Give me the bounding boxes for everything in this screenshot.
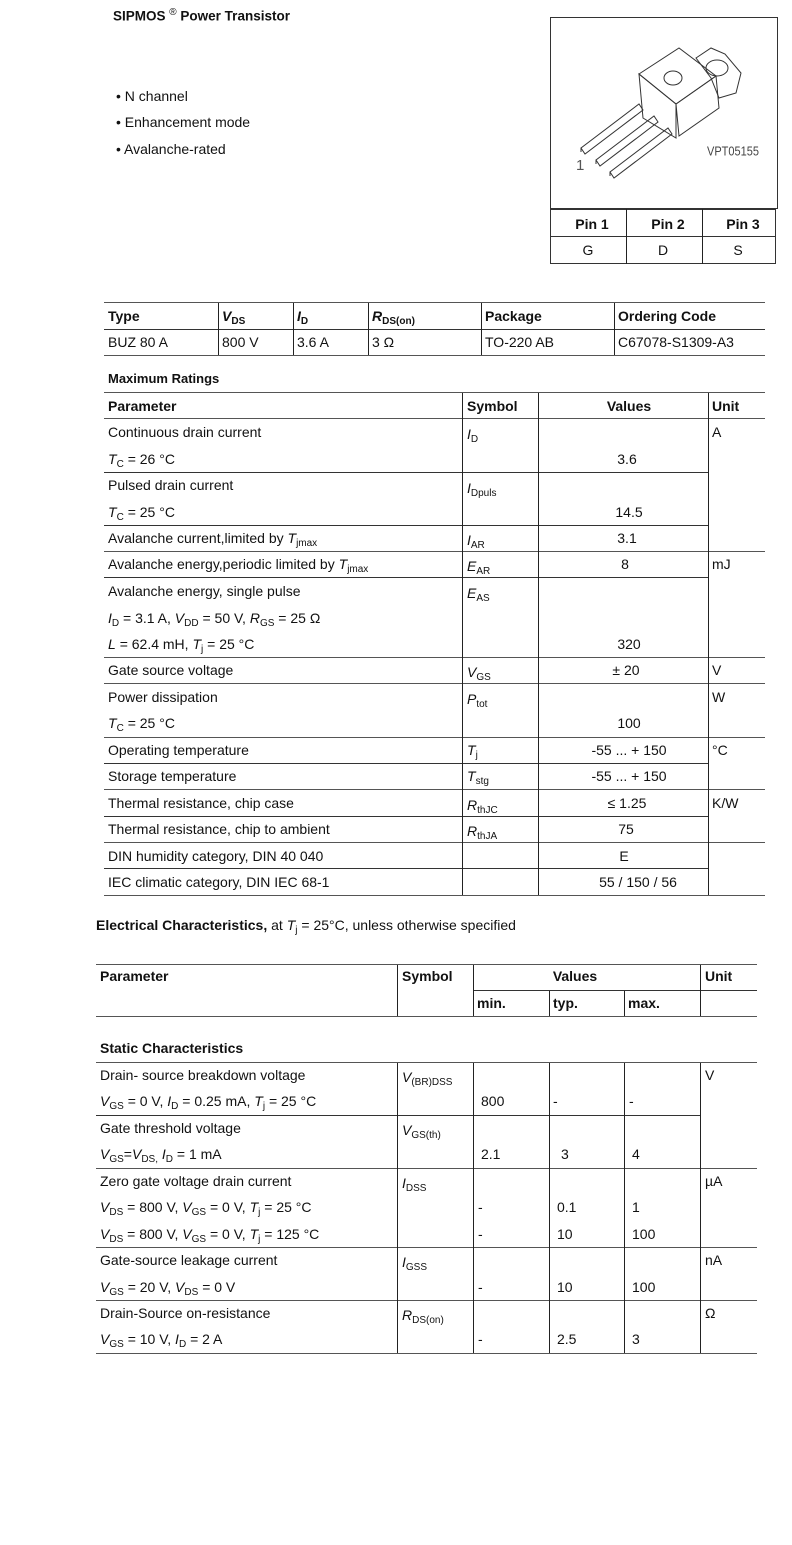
value-cell: -55 ... + 150 <box>591 742 667 758</box>
subscript: GS <box>259 618 275 629</box>
symbol: R <box>467 823 478 839</box>
subscript: jmax <box>296 538 318 549</box>
param-condition <box>100 1279 236 1298</box>
value-cell: 3.1 <box>617 530 637 546</box>
divider <box>104 895 765 896</box>
symbol-cell <box>467 426 479 445</box>
divider <box>104 737 765 738</box>
symbol-cell <box>467 797 498 816</box>
symbol: V <box>402 1069 412 1085</box>
symbol-cell <box>402 1122 441 1141</box>
max-cell: 3 <box>632 1331 640 1347</box>
subscript: thJA <box>477 831 498 842</box>
condition-text: = 25 °C <box>264 1199 312 1215</box>
registered-mark: ® <box>169 7 177 18</box>
value-cell: 3.6 <box>617 451 637 467</box>
symbol: T <box>108 504 117 520</box>
pin-value: S <box>733 242 743 258</box>
divider <box>624 1063 625 1353</box>
subscript: j <box>295 925 298 936</box>
param-label: Continuous drain current <box>108 424 262 440</box>
symbol: T <box>249 1226 259 1242</box>
symbol-cell <box>467 768 489 787</box>
subscript: GS <box>109 1101 124 1112</box>
symbol: I <box>467 426 471 442</box>
divider <box>104 418 765 419</box>
divider <box>368 303 369 355</box>
value-cell: 14.5 <box>615 504 643 520</box>
symbol: T <box>467 742 476 758</box>
condition-text: = 0 V, <box>209 1226 250 1242</box>
divider <box>104 551 765 552</box>
symbol: T <box>338 556 348 572</box>
param-label: Gate threshold voltage <box>100 1120 241 1136</box>
divider <box>104 683 765 684</box>
condition-text: = 10 V, <box>127 1331 176 1347</box>
symbol: I <box>161 1146 166 1162</box>
subscript: GS <box>109 1339 124 1350</box>
symbol-cell <box>402 1069 453 1088</box>
param-label: Thermal resistance, chip case <box>108 795 294 811</box>
symbol-cell <box>402 1307 444 1326</box>
divider <box>104 657 765 658</box>
unit-cell: °C <box>712 742 728 758</box>
subscript: D <box>165 1154 174 1165</box>
subscript: DS <box>109 1207 124 1218</box>
value-cell: E <box>619 848 629 864</box>
divider <box>473 965 474 1016</box>
title-bold: Electrical Characteristics, <box>96 917 268 933</box>
subscript: j <box>258 1234 261 1245</box>
subscript: DS(on) <box>412 1315 444 1326</box>
pin1-marker: 1 <box>576 157 585 174</box>
subscript: GS <box>191 1207 207 1218</box>
subscript: j <box>475 750 478 761</box>
unit-cell: V <box>712 662 722 678</box>
param-label: Gate source voltage <box>108 662 234 678</box>
divider <box>104 842 765 843</box>
min-cell: - <box>478 1226 483 1242</box>
param-label: Power dissipation <box>108 689 218 705</box>
symbol: P <box>467 691 477 707</box>
symbol-cell <box>467 664 491 683</box>
condition-text: = 800 V, <box>127 1226 183 1242</box>
col-header-vds <box>222 308 246 327</box>
symbol: V <box>182 1226 192 1242</box>
col-header-type: Type <box>108 308 140 324</box>
divider <box>481 303 482 355</box>
condition-text: = 0.25 mA, <box>182 1093 255 1109</box>
divider <box>293 303 294 355</box>
param-condition <box>100 1331 223 1350</box>
divider <box>462 393 463 895</box>
param-condition <box>100 1226 320 1245</box>
condition-text: = 0 V, <box>127 1093 168 1109</box>
condition-text: = 0 V, <box>209 1199 250 1215</box>
symbol: V <box>100 1226 110 1242</box>
max-cell: 100 <box>632 1279 656 1295</box>
symbol: V <box>467 664 477 680</box>
col-header-max: max. <box>628 995 660 1011</box>
subscript: Dpuls <box>470 488 497 499</box>
col-header-parameter: Parameter <box>100 968 169 984</box>
pin-value: G <box>582 242 594 258</box>
symbol: R <box>249 610 260 626</box>
value-cell: ≤ 1.25 <box>607 795 647 811</box>
divider <box>550 236 776 237</box>
param-label: Drain-Source on-resistance <box>100 1305 271 1321</box>
unit-cell: K/W <box>712 795 739 811</box>
divider <box>104 392 765 393</box>
symbol: T <box>286 917 296 933</box>
subscript: DSS <box>405 1183 427 1194</box>
divider <box>700 1063 701 1353</box>
typ-cell: - <box>553 1093 558 1109</box>
subscript: DS(on) <box>382 316 415 327</box>
unit-cell: Ω <box>705 1305 716 1321</box>
col-header-unit: Unit <box>705 968 733 984</box>
min-cell: 2.1 <box>481 1146 501 1162</box>
divider <box>700 965 701 1016</box>
pin-header: Pin 2 <box>651 216 685 232</box>
subscript: GS <box>476 672 491 683</box>
value-cell: 55 / 150 / 56 <box>599 874 677 890</box>
subscript: C <box>116 459 124 470</box>
param-label: Operating temperature <box>108 742 249 758</box>
divider <box>626 209 627 264</box>
divider <box>96 1353 757 1354</box>
section-title-electrical <box>96 917 516 936</box>
pin-header: Pin 1 <box>575 216 609 232</box>
symbol: I <box>297 308 301 324</box>
value-cell: 75 <box>618 821 634 837</box>
cell-package: TO-220 AB <box>485 334 555 350</box>
max-cell: - <box>629 1093 634 1109</box>
col-header-typ: typ. <box>553 995 578 1011</box>
symbol: V <box>222 308 232 324</box>
divider <box>473 990 757 991</box>
symbol-cell <box>467 480 497 499</box>
symbol: I <box>467 532 471 548</box>
title-text: = 25°C, unless otherwise specified <box>297 917 516 933</box>
divider <box>104 302 765 303</box>
cell-id: 3.6 A <box>297 334 329 350</box>
subscript: D <box>470 434 479 445</box>
symbol: I <box>402 1254 406 1270</box>
param-label: Zero gate voltage drain current <box>100 1173 292 1189</box>
col-header-id <box>297 308 309 327</box>
param-condition <box>108 636 255 655</box>
subscript: GSS <box>405 1262 428 1273</box>
symbol: V <box>100 1199 110 1215</box>
param-label: Thermal resistance, chip to ambient <box>108 821 330 837</box>
symbol: T <box>254 1093 263 1109</box>
condition-text: = 1 mA <box>173 1146 222 1162</box>
symbol: V <box>100 1331 110 1347</box>
symbol-cell <box>467 585 490 604</box>
col-header-unit: Unit <box>712 398 740 414</box>
divider <box>104 577 708 578</box>
unit-cell: mJ <box>712 556 731 572</box>
subscript: GS <box>109 1154 124 1165</box>
symbol: I <box>167 1093 172 1109</box>
divider <box>96 964 757 965</box>
min-cell: - <box>478 1199 483 1215</box>
subscript: thJC <box>477 805 498 816</box>
symbol: R <box>467 797 478 813</box>
param-condition <box>108 504 175 523</box>
symbol: T <box>467 768 476 784</box>
subscript: AR <box>470 540 485 551</box>
symbol-cell <box>467 691 488 710</box>
condition-text: = 62.4 mH, <box>119 636 193 652</box>
pin-header: Pin 3 <box>726 216 760 232</box>
param-label: IEC climatic category, DIN IEC 68-1 <box>108 874 330 890</box>
value-cell: 8 <box>621 556 629 572</box>
symbol: T <box>249 1199 259 1215</box>
condition-text: = 0 V <box>202 1279 236 1295</box>
value-cell: ± 20 <box>612 662 640 678</box>
symbol: I <box>467 480 471 496</box>
subscript: AR <box>476 566 491 577</box>
value-cell: -55 ... + 150 <box>591 768 667 784</box>
divider <box>96 1016 757 1017</box>
min-cell: - <box>478 1331 483 1347</box>
subscript: D <box>178 1339 187 1350</box>
col-header-rds <box>372 308 415 327</box>
symbol: I <box>402 1175 406 1191</box>
divider <box>104 868 708 869</box>
package-image-frame <box>550 17 778 209</box>
value-cell: 100 <box>617 715 641 731</box>
min-cell: - <box>478 1279 483 1295</box>
subsection-static: Static Characteristics <box>100 1040 244 1056</box>
feature-item: • N channel <box>116 88 188 104</box>
title-prefix: SIPMOS <box>113 8 166 24</box>
typ-cell: 10 <box>557 1279 573 1295</box>
subscript: stg <box>475 776 489 787</box>
divider <box>614 303 615 355</box>
symbol: T <box>108 715 117 731</box>
subscript: DS, <box>141 1154 158 1165</box>
symbol-cell <box>467 823 498 842</box>
symbol: V <box>402 1122 412 1138</box>
divider <box>702 209 703 264</box>
max-cell: 100 <box>632 1226 656 1242</box>
param-label: DIN humidity category, DIN 40 040 <box>108 848 324 864</box>
param-condition <box>108 451 175 470</box>
typ-cell: 2.5 <box>557 1331 577 1347</box>
divider <box>96 1300 757 1301</box>
divider <box>104 816 708 817</box>
feature-item: • Avalanche-rated <box>116 141 226 157</box>
divider <box>538 393 539 895</box>
param-label <box>108 530 318 549</box>
divider <box>473 1063 474 1353</box>
condition-text: = 50 V, <box>202 610 250 626</box>
symbol: L <box>108 636 116 652</box>
unit-cell: µA <box>705 1173 723 1189</box>
subscript: GS(th) <box>411 1130 441 1141</box>
title-text: at <box>267 917 287 933</box>
symbol-cell <box>402 1254 428 1273</box>
cell-rds: 3 Ω <box>372 334 395 350</box>
symbol: V <box>100 1279 110 1295</box>
condition-text: = 20 V, <box>127 1279 176 1295</box>
symbol: V <box>174 610 185 626</box>
symbol: I <box>175 1331 179 1347</box>
subscript: tot <box>476 699 488 710</box>
subscript: AS <box>476 593 490 604</box>
divider <box>96 1168 757 1169</box>
condition-text: = 25 °C <box>127 715 175 731</box>
symbol-cell <box>467 532 485 551</box>
pin-value: D <box>657 242 669 258</box>
symbol: R <box>372 308 383 324</box>
symbol: I <box>108 610 112 626</box>
param-text: Avalanche current,limited by <box>108 530 288 546</box>
divider <box>104 329 765 330</box>
symbol: V <box>100 1146 110 1162</box>
col-header-min: min. <box>477 995 506 1011</box>
section-title-max-ratings: Maximum Ratings <box>108 371 220 386</box>
typ-cell: 3 <box>561 1146 569 1162</box>
typ-cell: 0.1 <box>557 1199 577 1215</box>
subscript: DS <box>109 1234 124 1245</box>
subscript: DS <box>184 1287 199 1298</box>
param-condition <box>108 715 175 734</box>
param-label: Pulsed drain current <box>108 477 234 493</box>
divider <box>397 965 398 1016</box>
max-cell: 1 <box>632 1199 640 1215</box>
subscript: j <box>262 1101 266 1112</box>
divider <box>104 789 765 790</box>
divider <box>624 991 625 1016</box>
col-header-ordering: Ordering Code <box>618 308 717 324</box>
param-label: Gate-source leakage current <box>100 1252 278 1268</box>
condition-text: = 25 °C <box>127 504 175 520</box>
package-code: VPT05155 <box>707 144 759 160</box>
divider <box>104 472 708 473</box>
param-condition <box>100 1093 317 1112</box>
param-condition <box>100 1199 312 1218</box>
col-header-package: Package <box>485 308 542 324</box>
symbol: T <box>287 530 297 546</box>
min-cell: 800 <box>481 1093 505 1109</box>
symbol: V <box>100 1093 110 1109</box>
subscript: D <box>171 1101 179 1112</box>
divider <box>104 763 708 764</box>
divider <box>218 303 219 355</box>
symbol: V <box>182 1199 192 1215</box>
to220-package-icon <box>551 18 777 208</box>
condition-text: = 2 A <box>190 1331 223 1347</box>
subscript: j <box>201 644 204 655</box>
symbol: E <box>467 558 477 574</box>
unit-cell: V <box>705 1067 715 1083</box>
condition-text: = 800 V, <box>127 1199 183 1215</box>
divider <box>96 1115 700 1116</box>
divider <box>549 1063 550 1353</box>
symbol: T <box>192 636 202 652</box>
title-suffix: Power Transistor <box>180 8 290 24</box>
param-text: Avalanche energy,periodic limited by <box>108 556 339 572</box>
condition-text: = 3.1 A, <box>123 610 175 626</box>
col-header-symbol: Symbol <box>402 968 453 984</box>
symbol-cell <box>467 558 491 577</box>
subscript: D <box>111 618 120 629</box>
max-cell: 4 <box>632 1146 640 1162</box>
subscript: DS <box>231 316 246 327</box>
col-header-symbol: Symbol <box>467 398 518 414</box>
symbol: V <box>131 1146 142 1162</box>
param-label <box>108 556 369 575</box>
param-label: Storage temperature <box>108 768 237 784</box>
unit-cell: W <box>712 689 726 705</box>
divider <box>708 393 709 895</box>
unit-cell: A <box>712 424 722 440</box>
param-label: Avalanche energy, single pulse <box>108 583 301 599</box>
param-label: Drain- source breakdown voltage <box>100 1067 306 1083</box>
symbol-cell <box>402 1175 427 1194</box>
document-title <box>113 5 290 25</box>
symbol: E <box>467 585 477 601</box>
subscript: D <box>300 316 309 327</box>
condition-text: = 25 °C <box>207 636 255 652</box>
cell-ordering: C67078-S1309-A3 <box>618 334 734 350</box>
col-header-values: Values <box>552 968 598 984</box>
divider <box>397 1063 398 1353</box>
subscript: j <box>258 1207 261 1218</box>
divider <box>549 991 550 1016</box>
condition-text: = 26 °C <box>127 451 175 467</box>
symbol: T <box>108 451 117 467</box>
col-header-values: Values <box>606 398 652 414</box>
cell-type: BUZ 80 A <box>108 334 168 350</box>
subscript: GS <box>191 1234 207 1245</box>
subscript: C <box>116 512 124 523</box>
divider <box>104 525 708 526</box>
divider <box>104 355 765 356</box>
divider <box>96 1062 757 1063</box>
typ-cell: 10 <box>557 1226 573 1242</box>
subscript: GS <box>109 1287 124 1298</box>
param-condition <box>100 1146 222 1165</box>
symbol: V <box>175 1279 185 1295</box>
condition-text: = <box>123 1146 132 1162</box>
condition-text: = 125 °C <box>264 1226 320 1242</box>
col-header-parameter: Parameter <box>108 398 177 414</box>
unit-cell: nA <box>705 1252 723 1268</box>
param-condition <box>108 610 321 629</box>
symbol: R <box>402 1307 413 1323</box>
subscript: (BR)DSS <box>411 1077 453 1088</box>
cell-vds: 800 V <box>222 334 259 350</box>
subscript: jmax <box>347 564 369 575</box>
feature-item: • Enhancement mode <box>116 114 251 130</box>
value-cell: 320 <box>617 636 641 652</box>
subscript: DD <box>184 618 199 629</box>
condition-text: = 25 Ω <box>278 610 321 626</box>
subscript: C <box>116 723 124 734</box>
symbol-cell <box>467 742 478 761</box>
divider <box>96 1247 757 1248</box>
condition-text: = 25 °C <box>268 1093 317 1109</box>
